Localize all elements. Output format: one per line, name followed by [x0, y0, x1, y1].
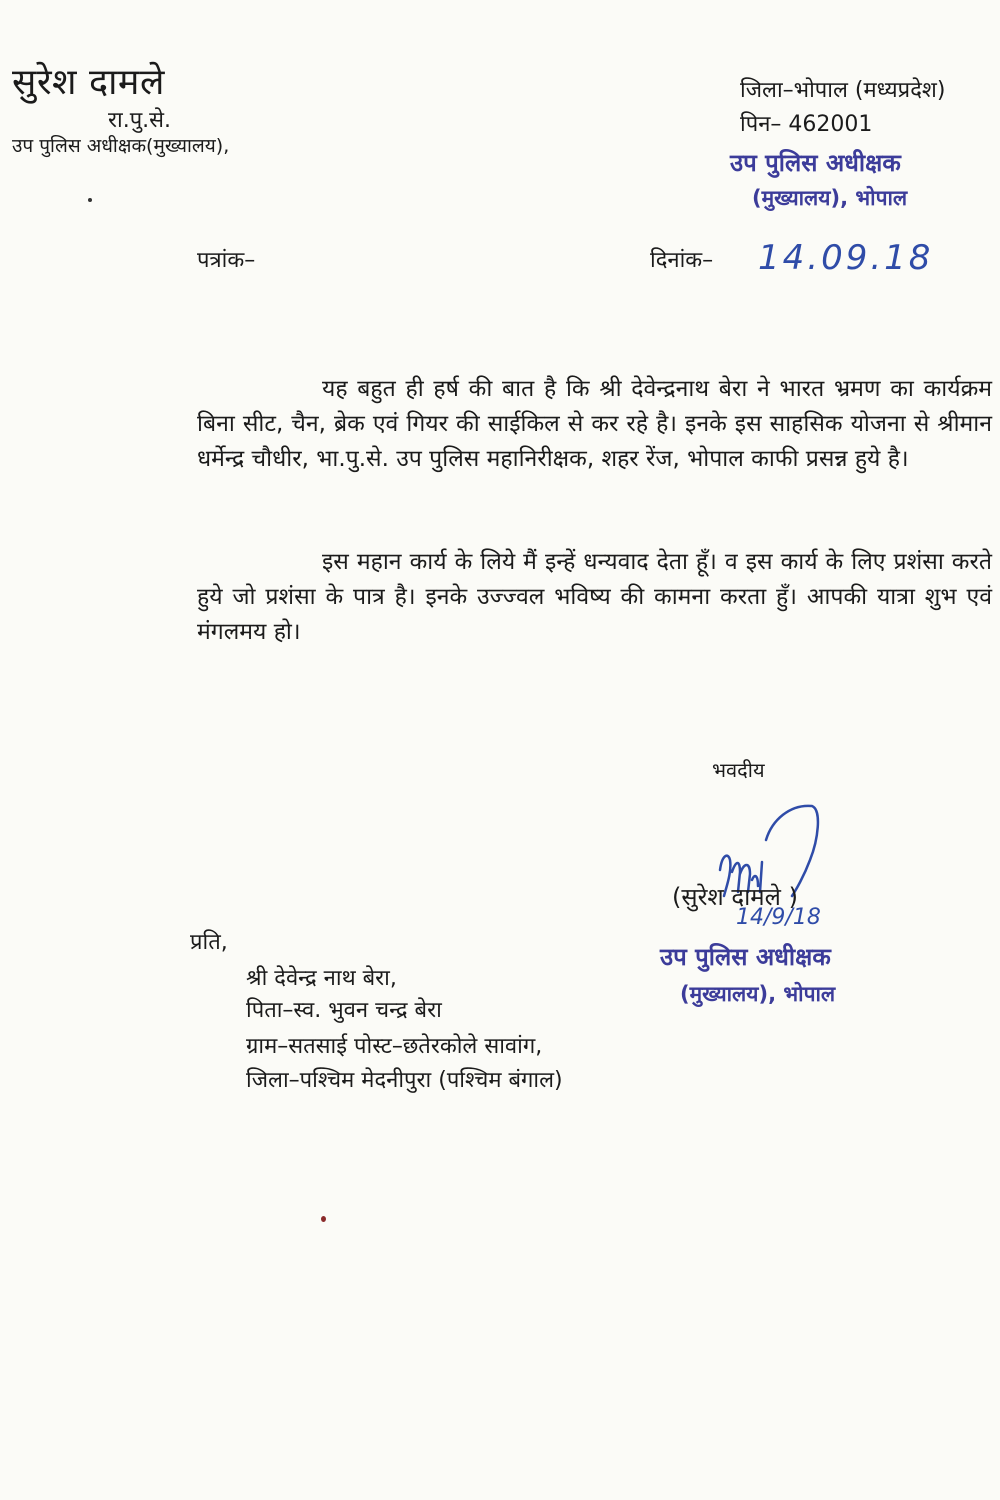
sender-designation: उप पुलिस अधीक्षक(मुख्यालय),: [12, 135, 230, 157]
office-stamp-bottom-line2: (मुख्यालय), भोपाल: [680, 982, 836, 1006]
recipient-line-3: ग्राम–सतसाई पोस्ट–छतेरकोले सावांग,: [246, 1034, 543, 1059]
date-label: दिनांक–: [650, 248, 714, 273]
pin-line: पिन– 462001: [740, 112, 873, 137]
recipient-label: प्रति,: [190, 930, 228, 955]
ink-speck: [321, 1216, 326, 1222]
closing-sincerely: भवदीय: [712, 758, 765, 782]
signatory-name: (सुरेश दामले ): [672, 883, 798, 911]
office-stamp-bottom-line1: उप पुलिस अधीक्षक: [660, 943, 831, 971]
signature-date: 14/9/18: [736, 905, 821, 930]
reference-label: पत्रांक–: [197, 248, 256, 273]
body-paragraph-1: यह बहुत ही हर्ष की बात है कि श्री देवेन्द्रनाथ बेरा ने भारत भ्रमण का कार्यक्रम बिना सीट, चैन, ब्रेक एवं गियर की साईकिल से कर रहे है। इनके इस साहसिक योजना से श्रीमान धर्मेन्द्र चौधीर, भा.पु.से. उप पुलिस महानिरीक्षक, शहर रेंज, भोपाल काफी प्रसन्न हुये है।: [197, 376, 992, 472]
sender-service: रा.पु.से.: [108, 108, 172, 133]
body-paragraph-2: इस महान कार्य के लिये मैं इन्हें धन्यवाद देता हूँ। व इस कार्य के लिए प्रशंसा करते हुये जो प्रशंसा के पात्र है। इनके उज्ज्वल भविष्य की कामना करता हुँ। आपकी यात्रा शुभ एवं मंगलमय हो।: [197, 549, 992, 645]
sender-name: सुरेश दामले: [12, 62, 165, 103]
handwritten-date: 14.09.18: [758, 238, 934, 278]
recipient-line-1: श्री देवेन्द्र नाथ बेरा,: [246, 966, 397, 991]
recipient-line-2: पिता–स्व. भुवन चन्द्र बेरा: [246, 998, 442, 1023]
ink-speck: [88, 198, 92, 202]
office-stamp-top-line1: उप पुलिस अधीक्षक: [730, 149, 901, 177]
recipient-line-4: जिला–पश्चिम मेदनीपुरा (पश्चिम बंगाल): [246, 1068, 563, 1093]
office-stamp-top-line2: (मुख्यालय), भोपाल: [752, 186, 908, 210]
district-line: जिला–भोपाल (मध्यप्रदेश): [740, 78, 946, 103]
